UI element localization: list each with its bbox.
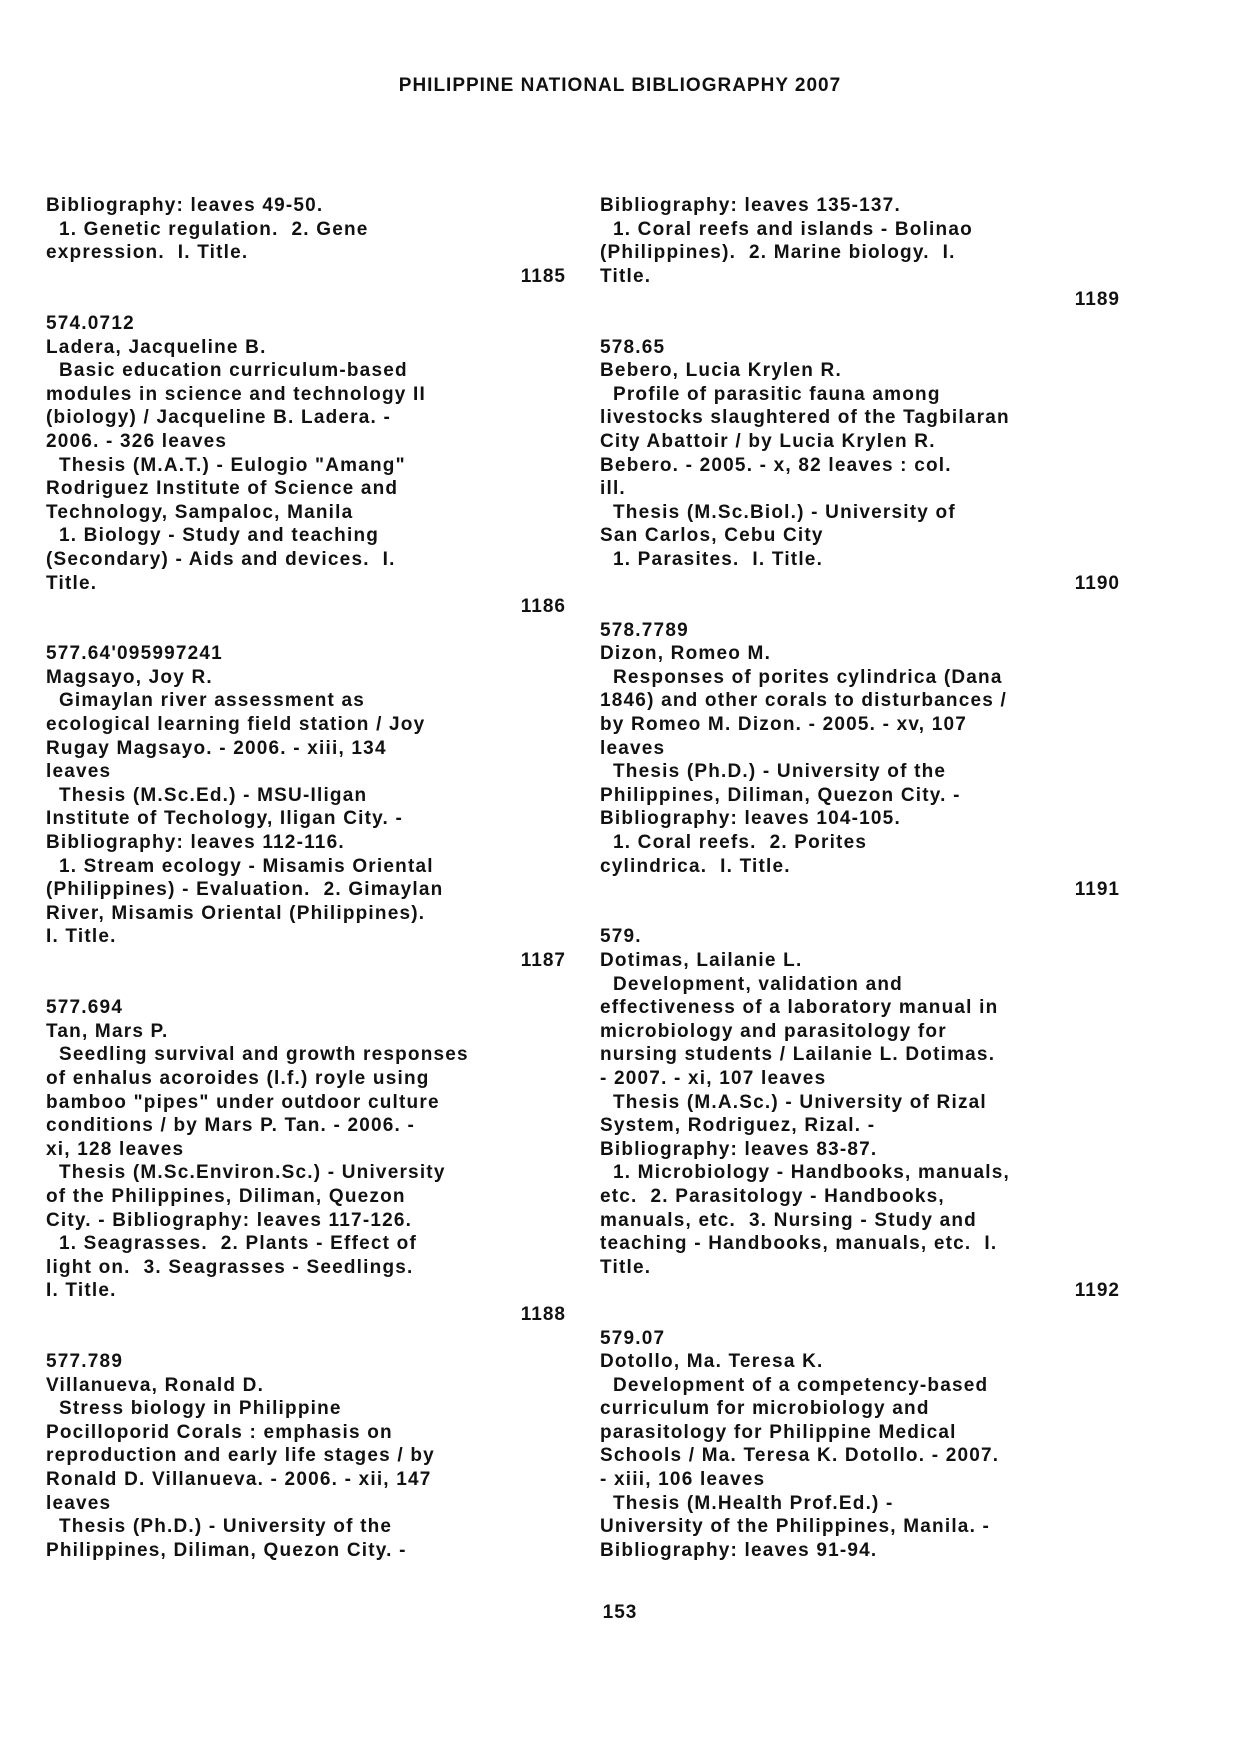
entry-line: Title. [600, 265, 652, 287]
entry-line: modules in science and technology II [46, 383, 426, 405]
entry-line: cylindrica. I. Title. [600, 855, 791, 877]
entry-line: 1. Genetic regulation. 2. Gene [46, 218, 369, 240]
entry-line: conditions / by Mars P. Tan. - 2006. - [46, 1115, 416, 1137]
author-name: Magsayo, Joy R. [46, 666, 213, 688]
entry-line: Schools / Ma. Teresa K. Dotollo. - 2007. [600, 1445, 1000, 1467]
entry-line: curriculum for microbiology and [600, 1398, 930, 1420]
entry-line: (Philippines) - Evaluation. 2. Gimaylan [46, 879, 444, 901]
entry-line: Rodriguez Institute of Science and [46, 478, 399, 500]
entry-line: etc. 2. Parasitology - Handbooks, [600, 1185, 945, 1207]
entry-line: - xiii, 106 leaves [600, 1469, 766, 1491]
author-name: Villanueva, Ronald D. [46, 1374, 265, 1396]
author-name: Dizon, Romeo M. [600, 643, 772, 665]
entry-line: Title. [600, 1256, 652, 1278]
entry-line: - 2007. - xi, 107 leaves [600, 1067, 827, 1089]
entry-line: Thesis (M.Sc.Biol.) - University of [600, 501, 956, 523]
call-number: 577.789 [46, 1351, 124, 1373]
entry-line: xi, 128 leaves [46, 1138, 185, 1160]
entry-line: microbiology and parasitology for [600, 1020, 947, 1042]
entry-line: 1. Seagrasses. 2. Plants - Effect of [46, 1233, 417, 1255]
entry-line: Bibliography: leaves 112-116. [46, 832, 345, 854]
entry-line: Institute of Techology, Iligan City. - [46, 808, 403, 830]
entry-line: Thesis (M.Health Prof.Ed.) - [600, 1492, 894, 1514]
record-number: 1189 [1074, 289, 1120, 311]
entry-line: ill. [600, 478, 626, 500]
entry-line: Pocilloporid Corals : emphasis on [46, 1421, 393, 1443]
author-name: Ladera, Jacqueline B. [46, 336, 267, 358]
entry-line: leaves [46, 1492, 112, 1514]
entry-line: Stress biology in Philippine [46, 1398, 342, 1420]
entry-line: 1846) and other corals to disturbances / [600, 690, 1007, 712]
entry-line: 1. Coral reefs and islands - Bolinao [600, 218, 973, 240]
continued-entry [600, 194, 1120, 312]
entry-line: nursing students / Lailanie L. Dotimas. [600, 1044, 996, 1066]
bibliography-entry [600, 925, 1120, 1303]
entry-line: Bebero. - 2005. - x, 82 leaves : col. [600, 454, 952, 476]
entry-line: Bibliography: leaves 83-87. [600, 1138, 878, 1160]
left-column [46, 194, 566, 1562]
record-number: 1190 [1074, 572, 1120, 594]
entry-line: Thesis (M.Sc.Environ.Sc.) - University [46, 1162, 446, 1184]
entry-line: Thesis (Ph.D.) - University of the [46, 1516, 393, 1538]
entry-line: (Secondary) - Aids and devices. I. [46, 548, 396, 570]
entry-line: expression. I. Title. [46, 242, 249, 264]
bibliography-entry [46, 642, 566, 972]
entry-line: by Romeo M. Dizon. - 2005. - xv, 107 [600, 714, 967, 736]
bibliography-entry [46, 1350, 566, 1562]
entry-line: Bibliography: leaves 91-94. [600, 1539, 878, 1561]
entry-line: of the Philippines, Diliman, Quezon [46, 1185, 406, 1207]
entry-line: ecological learning field station / Joy [46, 714, 426, 736]
entry-line: I. Title. [46, 926, 117, 948]
entry-line: teaching - Handbooks, manuals, etc. I. [600, 1233, 998, 1255]
entry-line: Bibliography: leaves 104-105. [600, 808, 901, 830]
author-name: Bebero, Lucia Krylen R. [600, 360, 842, 382]
entry-line: reproduction and early life stages / by [46, 1445, 435, 1467]
entry-line: System, Rodriguez, Rizal. - [600, 1115, 876, 1137]
bibliography-entry [46, 996, 566, 1326]
entry-line: 1. Coral reefs. 2. Porites [600, 832, 868, 854]
entry-line: River, Misamis Oriental (Philippines). [46, 902, 426, 924]
author-name: Dotimas, Lailanie L. [600, 950, 803, 971]
entry-line: 1. Parasites. I. Title. [600, 548, 824, 570]
entry-line: San Carlos, Cebu City [600, 525, 824, 547]
entry-line: leaves [600, 737, 666, 759]
entry-line: Thesis (M.A.T.) - Eulogio "Amang" [46, 454, 406, 476]
bibliography-entry [600, 1327, 1120, 1563]
record-number: 1185 [520, 265, 566, 287]
entry-line: Philippines, Diliman, Quezon City. - [600, 784, 961, 806]
call-number: 579. [600, 926, 642, 948]
entry-line: 1. Stream ecology - Misamis Oriental [46, 855, 434, 877]
record-number: 1192 [1074, 1280, 1120, 1302]
entry-line: Profile of parasitic fauna among [600, 383, 941, 405]
entry-line: Thesis (M.A.Sc.) - University of Rizal [600, 1091, 987, 1113]
entry-line: University of the Philippines, Manila. - [600, 1516, 991, 1538]
entry-line: Technology, Sampaloc, Manila [46, 501, 354, 523]
entry-line: (biology) / Jacqueline B. Ladera. - [46, 407, 391, 429]
page-header: PHILIPPINE NATIONAL BIBLIOGRAPHY 2007 [398, 75, 842, 96]
entry-line: City Abattoir / by Lucia Krylen R. [600, 430, 936, 452]
entry-line: Philippines, Diliman, Quezon City. - [46, 1539, 407, 1561]
record-number: 1191 [1074, 879, 1120, 901]
entry-line: Bibliography: leaves 49-50. [46, 195, 324, 216]
entry-line: Development of a competency-based [600, 1374, 989, 1396]
bibliography-entry [600, 336, 1120, 596]
entry-line: Basic education curriculum-based [46, 360, 408, 382]
call-number: 579.07 [600, 1327, 666, 1349]
record-number: 1186 [520, 596, 566, 618]
entry-line: Development, validation and [600, 973, 903, 995]
entry-line: 1. Biology - Study and teaching [46, 525, 380, 547]
bibliography-entry [46, 312, 566, 619]
call-number: 578.7789 [600, 619, 689, 641]
entry-line: I. Title. [46, 1280, 117, 1302]
entry-line: City. - Bibliography: leaves 117-126. [46, 1209, 413, 1231]
entry-line: parasitology for Philippine Medical [600, 1421, 957, 1443]
record-number: 1188 [520, 1303, 566, 1325]
right-column [600, 194, 1120, 1562]
entry-line: Title. [46, 572, 98, 594]
entry-line: Seedling survival and growth responses [46, 1044, 469, 1066]
author-name: Dotollo, Ma. Teresa K. [600, 1351, 824, 1373]
entry-line: of enhalus acoroides (l.f.) royle using [46, 1067, 430, 1089]
entry-line: Responses of porites cylindrica (Dana [600, 666, 1003, 688]
entry-line: (Philippines). 2. Marine biology. I. [600, 242, 956, 264]
entry-line: Gimaylan river assessment as [46, 690, 366, 712]
entry-line: bamboo "pipes" under outdoor culture [46, 1091, 440, 1113]
call-number: 577.64'095997241 [46, 643, 223, 665]
entry-line: 1. Microbiology - Handbooks, manuals, [600, 1162, 1010, 1184]
entry-line: manuals, etc. 3. Nursing - Study and [600, 1209, 977, 1231]
entry-line: light on. 3. Seagrasses - Seedlings. [46, 1256, 414, 1278]
author-name: Tan, Mars P. [46, 1020, 169, 1042]
entry-line: Bibliography: leaves 135-137. [600, 195, 901, 216]
entry-line: livestocks slaughtered of the Tagbilaran [600, 407, 1010, 429]
entry-line: Thesis (Ph.D.) - University of the [600, 761, 947, 783]
record-number: 1187 [520, 950, 566, 971]
entry-line: leaves [46, 761, 112, 783]
entry-line: 2006. - 326 leaves [46, 430, 228, 452]
continued-entry [46, 194, 566, 288]
entry-line: Thesis (M.Sc.Ed.) - MSU-Iligan [46, 784, 368, 806]
page-number: 153 [602, 1602, 638, 1623]
entry-line: effectiveness of a laboratory manual in [600, 997, 999, 1019]
entry-line: Rugay Magsayo. - 2006. - xiii, 134 [46, 737, 387, 759]
call-number: 578.65 [600, 336, 666, 358]
call-number: 574.0712 [46, 312, 135, 334]
bibliography-entry [600, 619, 1120, 902]
entry-line: Ronald D. Villanueva. - 2006. - xii, 147 [46, 1469, 432, 1491]
call-number: 577.694 [46, 997, 124, 1019]
